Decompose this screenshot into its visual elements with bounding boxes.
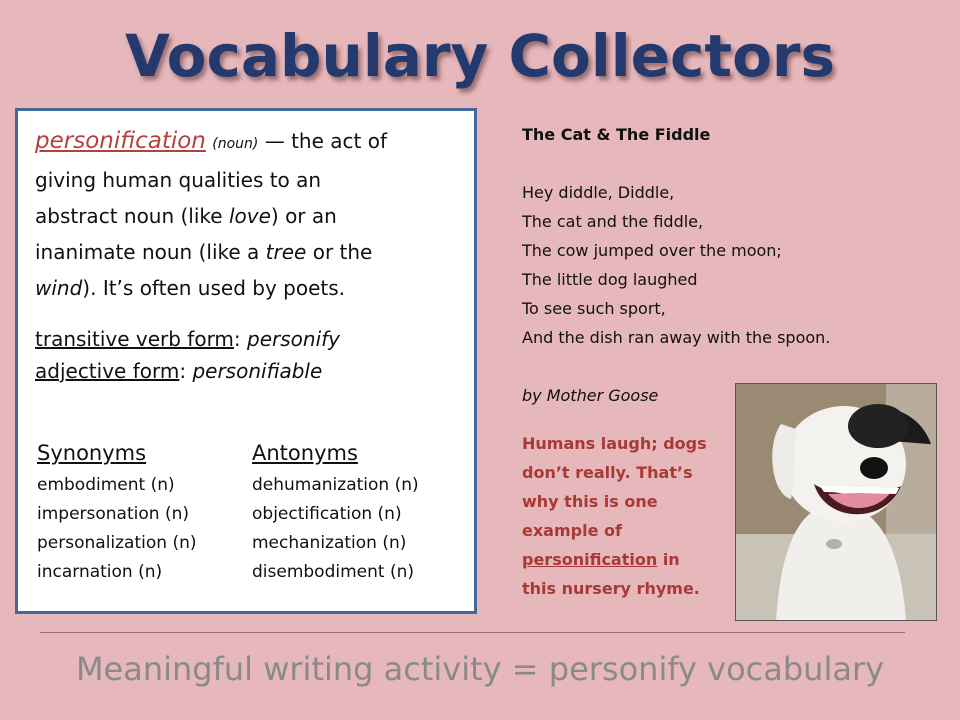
divider-line <box>40 632 905 633</box>
definition-line: abstract noun (like love) or an <box>35 204 337 228</box>
definition-dash: — the act of <box>258 129 387 153</box>
poem-line: To see such sport, <box>522 299 666 318</box>
part-of-speech: (noun) <box>212 136 259 152</box>
synonym-item: personalization (n) <box>37 533 197 553</box>
poem-line: The cow jumped over the moon; <box>522 241 782 260</box>
poem-line: Hey diddle, Diddle, <box>522 183 675 202</box>
adjective-form: adjective form: personifiable <box>35 359 323 383</box>
synonym-item: incarnation (n) <box>37 562 163 582</box>
antonyms-heading: Antonyms <box>252 441 358 465</box>
synonyms-column <box>37 441 247 587</box>
poem <box>522 120 942 410</box>
poem-line: And the dish ran away with the spoon. <box>522 328 831 347</box>
verb-form: transitive verb form: personify <box>35 327 341 351</box>
term-word: personification <box>35 128 206 154</box>
laughing-dog-photo <box>735 383 937 621</box>
definition-line: giving human qualities to an <box>35 168 322 192</box>
poem-author: by Mother Goose <box>522 386 659 405</box>
definition-text <box>35 123 460 306</box>
dog-illustration <box>736 384 937 621</box>
antonym-item: objectification (n) <box>252 504 402 524</box>
poem-line: The little dog laughed <box>522 270 698 289</box>
antonym-item: mechanization (n) <box>252 533 407 553</box>
antonyms-column <box>252 441 462 587</box>
synonym-item: embodiment (n) <box>37 475 175 495</box>
word-forms <box>35 323 465 387</box>
synonyms-heading: Synonyms <box>37 441 147 465</box>
explanation-note: Humans laugh; dogs don’t really. That’s why this is one example of personification in this nursery rhyme. <box>522 434 707 598</box>
definition-line: wind). It’s often used by poets. <box>35 276 345 300</box>
definition-box <box>15 108 477 614</box>
definition-line: inanimate noun (like a tree or the <box>35 240 373 264</box>
slide-title: Vocabulary Collectors <box>124 22 836 90</box>
antonym-item: disembodiment (n) <box>252 562 414 582</box>
synonym-item: impersonation (n) <box>37 504 189 524</box>
antonym-item: dehumanization (n) <box>252 475 419 495</box>
poem-title: The Cat & The Fiddle <box>522 125 711 144</box>
poem-line: The cat and the fiddle, <box>522 212 704 231</box>
footer-caption: Meaningful writing activity = personify vocabulary <box>75 650 885 688</box>
